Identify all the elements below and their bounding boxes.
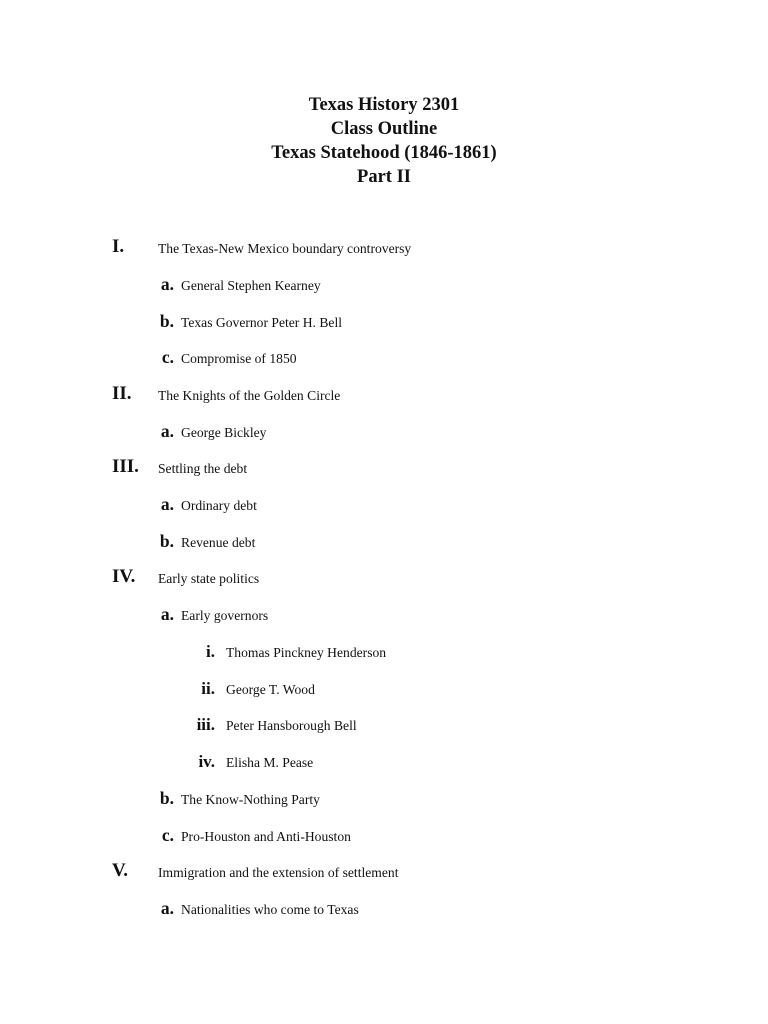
outline-item [0, 493, 768, 515]
outline-text: Pro-Houston and Anti-Houston [181, 829, 351, 844]
outline-text: Revenue debt [181, 535, 256, 550]
outline-item [0, 383, 768, 405]
outline-text: George T. Wood [226, 682, 315, 697]
outline-text: Compromise of 1850 [181, 351, 297, 366]
outline-item [0, 420, 768, 442]
outline-item [0, 310, 768, 332]
outline-text: Early state politics [158, 571, 260, 586]
outline-marker: a. [160, 494, 174, 514]
outline-item [0, 273, 768, 295]
outline-item [0, 787, 768, 809]
outline-text: Immigration and the extension of settlement [158, 865, 399, 880]
title-part: Part II [357, 167, 411, 187]
outline-marker: I. [112, 236, 125, 257]
outline-marker: b. [159, 788, 174, 808]
outline-text: The Know-Nothing Party [181, 792, 320, 807]
outline-marker: ii. [201, 679, 215, 698]
outline-marker: a. [160, 604, 174, 624]
outline-item [0, 236, 768, 258]
outline-item [0, 346, 768, 368]
outline-item [0, 566, 768, 588]
outline-item [0, 640, 768, 662]
outline-item [0, 456, 768, 478]
outline-item [0, 603, 768, 625]
outline-marker: V. [112, 860, 129, 881]
outline-item [0, 750, 768, 772]
outline-marker: b. [159, 311, 174, 331]
outline-marker: iii. [196, 715, 215, 734]
outline-text: Ordinary debt [181, 498, 257, 513]
title-course: Texas History 2301 [308, 95, 460, 115]
outline-text: Early governors [181, 608, 269, 623]
title-type: Class Outline [330, 119, 438, 139]
outline-marker: c. [161, 825, 174, 845]
outline-marker: b. [159, 531, 174, 551]
outline-item [0, 677, 768, 699]
outline-marker: i. [206, 642, 215, 661]
outline-item [0, 713, 768, 735]
outline-text: Nationalities who come to Texas [181, 902, 359, 917]
outline-item [0, 530, 768, 552]
outline-marker: iv. [198, 752, 215, 771]
outline-text: Thomas Pinckney Henderson [226, 645, 387, 660]
outline-marker: a. [160, 274, 174, 294]
outline-text: Peter Hansborough Bell [226, 718, 357, 733]
outline-marker: IV. [112, 566, 136, 587]
outline-text: Settling the debt [158, 461, 248, 476]
outline-marker: III. [112, 456, 139, 477]
outline-item [0, 897, 768, 919]
outline-item [0, 824, 768, 846]
outline-text: General Stephen Kearney [181, 278, 321, 293]
outline-text: The Texas-New Mexico boundary controversy [158, 241, 412, 256]
outline-marker: a. [160, 898, 174, 918]
outline-text: George Bickley [181, 425, 267, 440]
outline-text: The Knights of the Golden Circle [158, 388, 341, 403]
outline-marker: c. [161, 347, 174, 367]
outline-text: Texas Governor Peter H. Bell [181, 315, 342, 330]
outline-item [0, 860, 768, 882]
outline-marker: II. [112, 383, 132, 404]
document-title [0, 93, 768, 189]
outline-text: Elisha M. Pease [226, 755, 314, 770]
outline-marker: a. [160, 421, 174, 441]
title-topic: Texas Statehood (1846-1861) [271, 143, 497, 163]
